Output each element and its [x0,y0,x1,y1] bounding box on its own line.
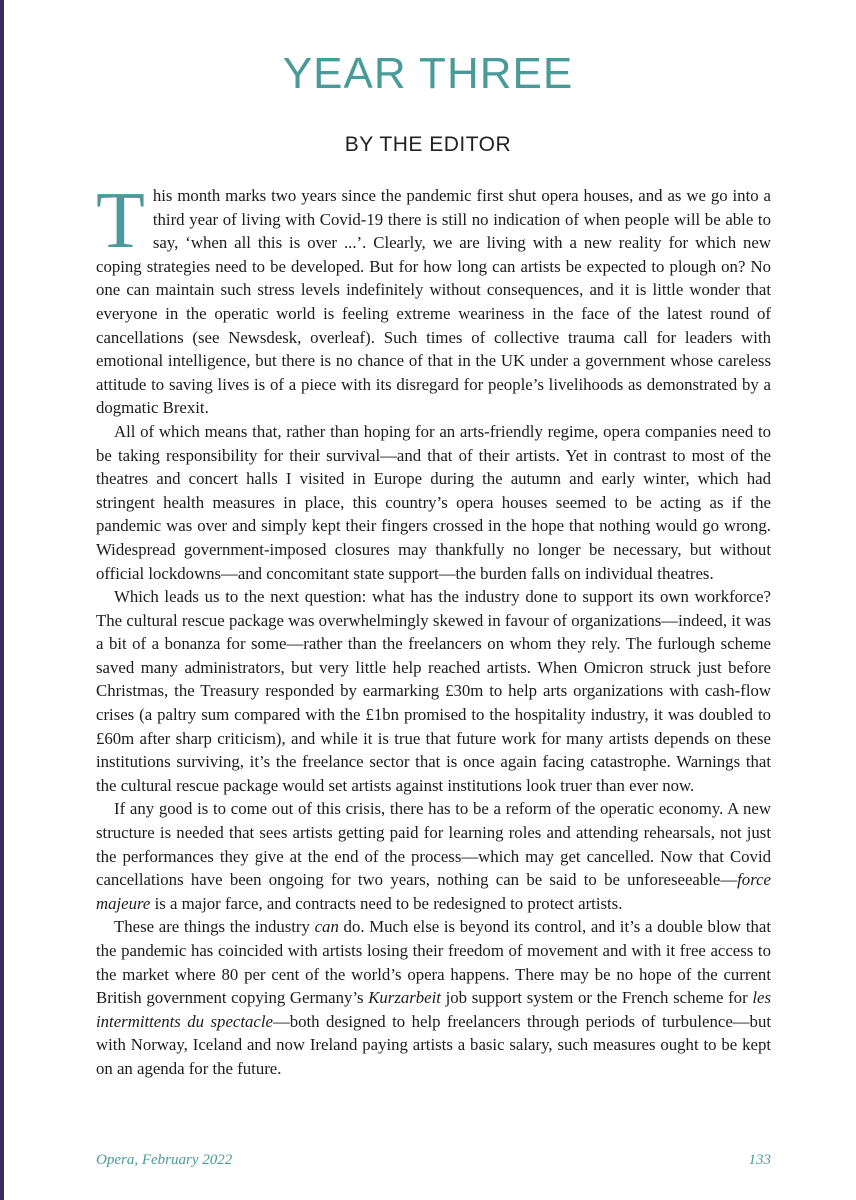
paragraph-4-text-b: is a major farce, and contracts need to be redesigned to protect artists. [150,893,623,913]
paragraph-1-text: his month marks two years since the pandemic first shut opera houses, and as we go into a third year of living with Covid-19 there is still no indication of when people will be able to say, ‘when all this is over ...’. Clearly, we are living with a new reality for which new coping strategies need to be developed. But for how long can artists be expected to plough on? No one can maintain such stress levels indefinitely without consequences, and it is little wonder that everyone in the operatic world is feeling extreme weariness in the face of the latest round of cancellations (see Newsdesk, overleaf). Such times of collective trauma call for leaders with emotional intelligence, but there is no chance of that in the UK under a government whose careless attitude to saving lives is of a piece with its disregard for people’s livelihoods as demonstrated by a dogmatic Brexit. [96,186,771,418]
paragraph-5-text-c: job support system or the French scheme for [440,988,753,1008]
paragraph-4 [96,797,771,915]
page-number: 133 [748,1152,771,1168]
drop-cap: T [96,177,145,265]
paragraph-1 [96,177,771,420]
publication-name: Opera, February 2022 [96,1152,233,1168]
paragraph-5-text-d: —both designed to help freelancers through periods of turbulence—but with Norway, Iceland and now Ireland paying artists a basic salary, such measures ought to be kept on an agenda for the future. [96,1011,771,1078]
paragraph-3: Which leads us to the next question: what has the industry done to support its own workforce? The cultural rescue package was overwhelmingly skewed in favour of organizations—indeed, it was a bit of a bonanza for some—rather than the freelancers on whom they rely. The furlough scheme saved many administrators, but very little help reached artists. When Omicron struck just before Christmas, the Treasury responded by earmarking £30m to help arts organizations with cash-flow crises (a paltry sum compared with the £1bn promised to the hospitality industry, it was doubled to £60m after sharp criticism), and while it is true that future work for many artists depends on these institutions surviving, it’s the freelance sector that is once again facing catastrophe. Warnings that the cultural rescue package would set artists against institutions look truer than ever now. [96,587,771,795]
article-body [96,177,771,1081]
page-title: YEAR THREE [282,49,574,98]
page-footer [96,1152,771,1169]
page-edge-bar [0,0,4,1200]
paragraph-5 [96,915,771,1080]
paragraph-4-text-a: If any good is to come out of this crisis, there has to be a reform of the operatic economy. A new structure is needed that sees artists getting paid for learning roles and attending rehearsals, not just the performances they give at the end of the process—which may get cancelled. Now that Covid cancellations have been ongoing for two years, nothing can be said to be unforeseeable— [96,799,771,890]
paragraph-5-text-a: These are things the industry [114,917,315,937]
paragraph-2: All of which means that, rather than hoping for an arts-friendly regime, opera companies need to be taking responsibility for their survival—and that of their artists. Yet in contrast to most of the theatres and concert halls I visited in Europe during the autumn and early winter, which had stringent health measures in place, this country’s opera houses seemed to be acting as if the pandemic was over and simply kept their fingers crossed in the hope that nothing would go wrong. Widespread government-imposed closures may thankfully no longer be necessary, but without official lockdowns—and concomitant state support—the burden falls on individual theatres. [96,421,771,583]
italic-word: can [314,917,339,937]
italic-phrase: force majeure [96,870,771,913]
paragraph-5-text-b: do. Much else is beyond its control, and it’s a double blow that the pandemic has coincided with artists losing their freedom of movement and with it free access to the market where 80 per cent of the world’s opera happens. There may be no hope of the current British government copying Germany’s [96,917,771,1008]
italic-term: les intermittents du spectacle [96,988,771,1031]
italic-term: Kurzarbeit [368,988,441,1008]
byline: BY THE EDITOR [344,133,512,156]
